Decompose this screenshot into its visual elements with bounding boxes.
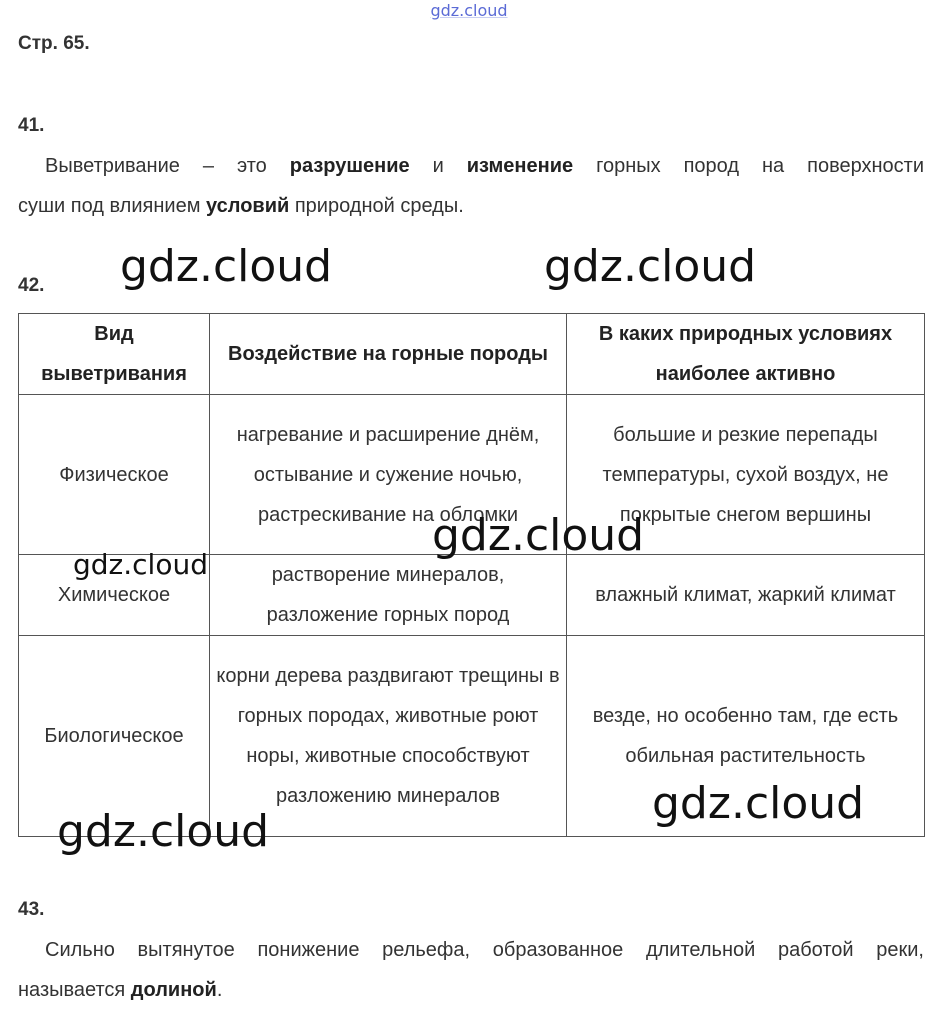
task-43-line-2: называется долиной. <box>18 979 223 1001</box>
cell-effect: корни дерева раздвигают трещины в горных породах, животные роют норы, животные способствуют разложению минералов <box>210 636 567 837</box>
cell-type: Физическое <box>19 395 210 555</box>
task-42-number: 42. <box>18 275 45 296</box>
watermark: gdz.cloud <box>652 778 865 829</box>
watermark: gdz.cloud <box>57 806 270 857</box>
cell-conditions: большие и резкие перепады температуры, сухой воздух, не покрытые снегом вершины <box>567 395 925 555</box>
table-header-row <box>19 314 925 395</box>
task-43-number: 43. <box>18 899 45 920</box>
task-41-number: 41. <box>18 115 45 136</box>
task-43-text <box>18 930 924 1010</box>
cell-type: Химическое <box>19 555 210 636</box>
watermark: gdz.cloud <box>73 548 208 581</box>
top-watermark: gdz.cloud <box>430 1 508 20</box>
task-41-text <box>18 146 924 226</box>
cell-effect: нагревание и расширение днём, остывание и сужение ночью, растрескивание на обломки <box>210 395 567 555</box>
header-conditions: В каких природных условиях наиболее активно <box>567 314 925 395</box>
task-41-line-1: Выветривание – это разрушение и изменение горных пород на поверхности <box>45 155 924 177</box>
header-effect: Воздействие на горные породы <box>210 314 567 395</box>
term-conditions: условий <box>206 195 290 217</box>
term-change: изменение <box>466 155 574 177</box>
watermark: gdz.cloud <box>432 510 645 561</box>
watermark: gdz.cloud <box>544 241 757 292</box>
term-destruction: разрушение <box>289 155 410 177</box>
cell-conditions: влажный климат, жаркий климат <box>567 555 925 636</box>
watermark: gdz.cloud <box>120 241 333 292</box>
task-43-line-1: Сильно вытянутое понижение рельефа, образованное длительной работой реки, <box>45 939 924 961</box>
cell-conditions: везде, но особенно там, где есть обильная растительность <box>567 636 925 837</box>
task-41-line-2: суши под влиянием условий природной среды. <box>18 195 464 217</box>
page-number: Стр. 65. <box>18 33 90 54</box>
cell-effect: растворение минералов, разложение горных пород <box>210 555 567 636</box>
header-type: Вид выветривания <box>19 314 210 395</box>
term-valley: долиной <box>130 979 217 1001</box>
cell-type: Биологическое <box>19 636 210 837</box>
